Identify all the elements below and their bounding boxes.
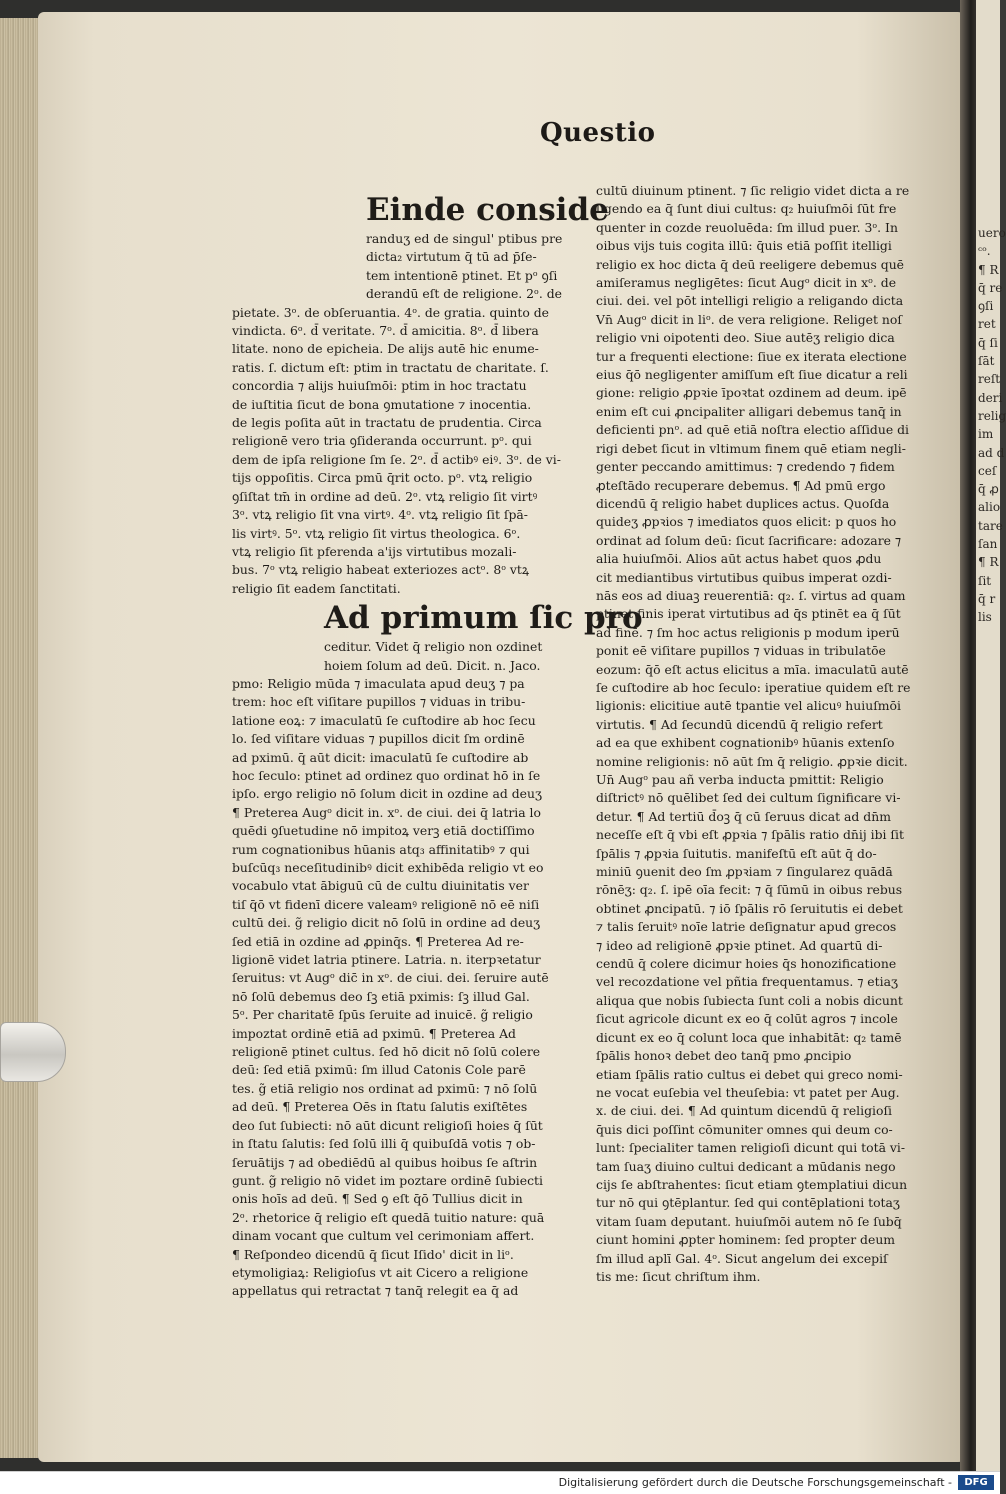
facing-page-line: q̄ ſi <box>978 335 998 350</box>
text-line: ligionis: elicitiue autē tpantie vel alicuꝰ huiuſmōi <box>596 698 901 714</box>
facing-page-line: alio <box>978 500 1001 515</box>
text-line: religio vni oipotenti deo. Siue autēʒ religio dica <box>596 330 895 346</box>
text-line: quēdi ꝯſuetudine nō impitoꝝ verꝫ etiā doctiſſimo <box>232 823 535 839</box>
text-line: tes. g̃ etiā religio nos ordinat ad pximū: ⁊ nō ſolū <box>232 1080 538 1096</box>
text-line: ad finē. ⁊ ſm hoc actus religionis p modum iperū <box>596 624 900 640</box>
facing-page-line: ſan <box>978 537 998 552</box>
facing-page-line: relig <box>978 408 1006 423</box>
text-line: hoc ſeculo: ptinet ad ordinez quo ordinat hō in ſe <box>232 767 541 783</box>
text-line: ad pximū. q̄ aūt dicit: imaculatū ſe cuſtodire ab <box>232 749 529 765</box>
text-line: tem intentionē ptinet. Et pᵒ ꝯſi <box>366 267 558 283</box>
facing-page-line: q̄ r <box>978 591 996 606</box>
text-line: 5ᵒ. Per charitatē ſpūs ſeruite ad inuicē. g̃ religio <box>232 1007 533 1023</box>
facing-page-line: ¶ R <box>978 262 999 277</box>
text-line: ſed etiā in ozdine ad ꝓpinq̄s. ¶ Preterea Ad re- <box>232 933 524 949</box>
text-line: ſeruātijs ⁊ ad obediēdū al quibus hoibus ſe aſtrin <box>232 1154 538 1170</box>
text-line: gione: religio ꝓpꝛie īpoꝛtat ozdinem ad deum. ipē <box>596 385 907 401</box>
text-line: in ſtatu ſalutis: ſed ſolū illi q̄ quibuſdā votis ⁊ ob- <box>232 1136 536 1152</box>
text-line: tis me: ſicut chriſtum ihm. <box>596 1268 761 1284</box>
running-head: Questio <box>540 118 656 148</box>
text-line: cijs ſe abſtrahentes: ſicut etiam ꝯtemplatiui dicun <box>596 1176 908 1192</box>
text-line: cultū dei. g̃ religio dicit nō ſolū in ordine ad deuʒ <box>232 915 541 931</box>
text-line: dinam vocant que cultum vel cerimoniam affert. <box>232 1228 535 1244</box>
dfg-logo: DFG <box>958 1475 994 1490</box>
text-line: ratis. ſ. dictum eſt: ptim in tractatu de charitate. ſ. <box>232 359 549 375</box>
text-line: dicunt ex eo q̄ colunt loca que inhabitāt: q₂ tamē <box>596 1029 902 1045</box>
facing-page <box>976 0 1006 1471</box>
text-line: cendū q̄ colere dicimur hoies q̄s honozificatione <box>596 956 897 972</box>
text-line: ligendo ea q̄ ſunt diui cultus: q₂ huiuſmōi ſūt fre <box>596 201 897 217</box>
text-line: pietate. 3ᵒ. de obſeruantia. 4ᵒ. de gratia. quinto de <box>232 304 549 320</box>
text-line: deo ſut ſubiecti: nō aūt dicunt religioſi hoies q̄ ſūt <box>232 1117 543 1133</box>
text-line: cultū diuinum ptinent. ⁊ ſic religio videt dicta a re <box>596 183 910 198</box>
text-line: virtutis. ¶ Ad ſecundū dicendū q̄ religio refert <box>596 716 883 732</box>
text-line: appellatus qui retractat ⁊ tanq̄ relegit ea q̄ ad <box>232 1283 519 1299</box>
text-line: ſeruitus: vt Augᵒ dic̄ in xᵒ. de ciui. dei. ſeruire autē <box>232 970 549 986</box>
text-line: Vn̄ Augᵒ dicit in liᵒ. de vera religione. Religet noſ <box>596 311 902 327</box>
text-line: amiſeramus negligētes: ſicut Augᵒ dicit in xᵒ. de <box>596 275 897 291</box>
text-line: religio ex hoc dicta q̄ deū reeligere debemus quē <box>596 256 905 272</box>
facing-page-line: im <box>978 427 994 442</box>
text-line: oibus vijs tuis cogita illū: q̄uis etiā poſſit itelligi <box>596 238 892 254</box>
text-line: alia huiuſmōi. Alios aūt actus habet quos ꝓdu <box>596 551 882 567</box>
text-line: litate. nono de epicheia. De alijs autē hic enume- <box>232 341 539 357</box>
text-line: deficienti pnᵒ. ad quē etiā noſtra electio aſſidue di <box>596 422 909 438</box>
facing-page-line: ret <box>978 317 996 332</box>
text-line: tiſ q̄ō vt fidenī dicere valeamꝰ religionē nō eē niſi <box>232 896 540 912</box>
text-line: quideʒ ꝓpꝛios ⁊ imediatos quos elicit: p quos ho <box>596 514 897 530</box>
text-line: tur a frequenti electione: ſiue ex iterata electione <box>596 348 907 364</box>
text-line: miniū ꝯuenit deo ſm ꝓpꝛiam ⁊ ſingularez quādā <box>596 864 893 880</box>
text-line: dicendū q̄ religio habet duplices actus. Quoſda <box>596 495 890 511</box>
text-line: gunt. g̃ religio nō videt im poztare ordinē ſubiecti <box>232 1172 543 1188</box>
right-text-column <box>596 182 964 1286</box>
facing-page-line: q̄ re <box>978 280 1003 295</box>
text-line: ſpālis honoꝛ debet deo tanq̄ pmo ꝓncipio <box>596 1048 852 1064</box>
text-line: dicta₂ virtutum q̄ tū ad p̄ſe- <box>366 249 537 265</box>
facing-page-line: ceſ <box>978 463 997 478</box>
footer-bar <box>0 1471 1000 1494</box>
text-line: dem de ipſa religione ſm ſe. 2ᵒ. d̄ actibꝰ eiꝰ. 3ᵒ. de vi- <box>232 451 561 467</box>
facing-page-line: ᶜᵒ. <box>978 244 991 259</box>
text-line: ordinat ad ſolum deū: ſicut ſacrificare: adozare ⁊ <box>596 532 902 548</box>
text-line: religio ſit eadem ſanctitati. <box>232 580 401 596</box>
text-line: ptinet finis iperat virtutibus ad q̄s ptinēt ea q̄ ſūt <box>596 606 901 622</box>
funding-note: Digitalisierung gefördert durch die Deutsche Forschungsgemeinschaft - <box>558 1476 952 1489</box>
text-line: neceſſe eſt q̄ vbi eſt ꝓpꝛia ⁊ ſpālis ratio dn̄ij ibi ſit <box>596 827 904 843</box>
text-line: diſtrictꝰ nō quēlibet ſed dei cultum ſignificare vi- <box>596 790 901 806</box>
facing-page-line: ꝯſi <box>978 299 994 314</box>
text-line: x. de ciui. dei. ¶ Ad quintum dicendū q̄ religioſi <box>596 1103 892 1119</box>
text-line: rōnēʒ: q₂. ſ. ipē oīa fecit: ⁊ q̄ ſūmū in oibus rebus <box>596 882 903 898</box>
text-line: lis virtꝰ. 5ᵒ. vtꝝ religio ſit virtus theologica. 6ᵒ. <box>232 525 521 541</box>
text-line: ꝯſiſtat tm̄ in ordine ad deū. 2ᵒ. vtꝝ religio ſit virtꝰ <box>232 488 538 504</box>
text-line: religionē ptinet cultus. ſed hō dicit nō ſolū colere <box>232 1044 541 1060</box>
facing-page-line: ¶ R <box>978 555 999 570</box>
text-line: ceditur. Videt q̄ religio non ozdinet <box>324 639 543 655</box>
text-line: tur nō qui ꝯtēplantur. ſed qui contēplationi totaʒ <box>596 1195 900 1211</box>
text-line: ponit eē viſitare pupillos ⁊ viduas in tribulatōe <box>596 643 886 659</box>
page-edges <box>0 18 42 1458</box>
text-line: Un̄ Augᵒ pau añ verba inducta pmittit: Religio <box>596 772 884 787</box>
text-line: etymoligiaꝝ: Religioſus vt ait Cicero a religione <box>232 1264 529 1280</box>
text-line: Ad primum ſic pro <box>324 600 643 637</box>
facing-page-line: ſit <box>978 573 992 588</box>
text-line: rigi debet ſicut in vltimum finem quē etiam negli- <box>596 440 906 456</box>
text-line: rum cognationibus hūanis atq₃ affinitatibꝰ ⁊ qui <box>232 841 530 857</box>
text-line: buſcūq₃ neceſitudinibꝰ dicit exhibēda religio vt eo <box>232 860 544 875</box>
text-line: ad deū. ¶ Preterea Oēs in ſtatu ſalutis exiſtētes <box>232 1099 528 1115</box>
facing-page-line: deri <box>978 390 1003 405</box>
text-line: nomine religionis: nō aūt ſm q̄ religio. ꝓpꝛie dicit. <box>596 753 908 769</box>
facing-page-line: ad d <box>978 445 1005 460</box>
facing-page-line: uero <box>978 226 1006 240</box>
text-line: ¶ Reſpondeo dicendū q̄ ſicut Iſido' dicit in liᵒ. <box>232 1246 514 1262</box>
text-line: ſe cuſtodire ab hoc ſeculo: iperatiue quidem eſt re <box>596 679 911 695</box>
text-line: ⁊ ideo ad religionē ꝓpꝛie ptinet. Ad quartū di- <box>596 937 883 953</box>
text-line: hoiem ſolum ad deū. Dicit. n. Jaco. <box>324 657 541 673</box>
text-line: ſicut agricole dicunt ex eo q̄ colūt agros ⁊ incole <box>596 1011 898 1027</box>
facing-page-line: reſt <box>978 372 1001 387</box>
text-line: 3ᵒ. vtꝝ religio ſit vna virtꝰ. 4ᵒ. vtꝝ religio ſit ſpā- <box>232 507 528 523</box>
text-line: ſm illud aplī Gal. 4ᵒ. Sicut angelum dei excepiſ <box>596 1250 888 1266</box>
text-line: vitam ſuam deputant. huiuſmōi autem nō ſe ſubq̄ <box>596 1213 902 1229</box>
text-line: cit mediantibus virtutibus quibus imperat ozdi- <box>596 569 892 585</box>
facing-page-line: lis <box>978 610 992 625</box>
text-line: tijs oppoſitis. Circa pmū q̄rit octo. pᵒ. vtꝝ religio <box>232 470 533 486</box>
text-line: ſpālis ⁊ ꝓpꝛia ſuitutis. manifeſtū eſt aūt q̄ do- <box>596 845 877 861</box>
text-line: pmo: Religio mūda ⁊ imaculata apud deuʒ ⁊ pa <box>232 675 525 691</box>
facing-page-line: q̄ ꝓ <box>978 482 999 497</box>
text-line: ipſo. ergo religio nō ſolum dicit in ozdine ad deuʒ <box>232 786 542 802</box>
facing-page-line: tare <box>978 518 1003 533</box>
text-line: ciunt homini ꝓpter hominem: ſed propter deum <box>596 1232 896 1248</box>
text-line: vindicta. 6ᵒ. d̄ veritate. 7ᵒ. d̄ amicitia. 8ᵒ. d̄ libera <box>232 323 539 339</box>
text-line: eozum: q̄ō eſt actus elicitus a mīa. imaculatū autē <box>596 661 909 677</box>
text-line: ligionē videt latria ptinere. Latria. n. iterpꝛetatur <box>232 952 541 968</box>
text-line: randuʒ ed de singul' ptibus pre <box>366 231 563 246</box>
text-line: 2ᵒ. rhetorice q̄ religio eſt quedā tuitio nature: quā <box>232 1209 545 1225</box>
text-line: lunt: ſpecialiter tamen religioſi dicunt qui totā vi- <box>596 1140 906 1156</box>
left-text-column <box>232 190 643 1301</box>
text-line: concordia ⁊ alijs huiuſmōi: ptim in hoc tractatu <box>232 378 527 394</box>
text-line: ad ea que exhibent cognationibꝰ hūanis extenſo <box>596 735 895 751</box>
text-line: eius q̄ō negligenter amiſſum eſt ſiue dicatur a reli <box>596 367 908 383</box>
text-line: derandū eſt de religione. 2ᵒ. de <box>366 286 562 302</box>
facing-page-text <box>976 0 1006 627</box>
text-line: q̄uis dici poſſint cōmuniter omnes qui deum co- <box>596 1121 893 1137</box>
text-line: bus. 7ᵒ vtꝝ religio habeat exteriozes actᵒ. 8ᵒ vtꝝ <box>232 562 530 578</box>
text-line: ciui. dei. vel pōt intelligi religio a religando dicta <box>596 293 904 309</box>
text-line: ꝓteſtādo recuperare debemus. ¶ Ad pmū ergo <box>596 477 886 493</box>
text-line: religionē vero tria ꝯſideranda occurrunt. pᵒ. qui <box>232 433 532 449</box>
text-line: aliqua que nobis ſubiecta ſunt coli a nobis dicunt <box>596 992 903 1008</box>
text-line: obtinet ꝓncipatū. ⁊ iō ſpālis rō ſeruitutis ei debet <box>596 900 903 916</box>
text-line: lo. ſed viſitare viduas ⁊ pupillos dicit ſm ordinē <box>232 731 525 747</box>
text-line: nās eos ad diuaꝫ reuerentiā: q₂. ſ. virtus ad quam <box>596 587 906 603</box>
text-line: onis hoīs ad deū. ¶ Sed ꝯ eſt q̄ō Tullius dicit in <box>232 1191 523 1207</box>
text-line: vtꝝ religio ſit pferenda a'ijs virtutibus mozali- <box>232 543 517 559</box>
text-line: deū: ſed etiā pximū: ſm illud Catonis Cole parē <box>232 1062 526 1078</box>
page-clip <box>0 1022 66 1082</box>
text-line: trem: hoc eſt viſitare pupillos ⁊ viduas in tribu- <box>232 694 526 710</box>
text-line: de iuſtitia ſicut de bona ꝯmutatione ⁊ inocentia. <box>232 396 532 412</box>
text-line: Einde conside <box>366 192 609 228</box>
text-line: detur. ¶ Ad tertiū d̄oꝫ q̄ cū ſeruus dicat ad dn̄m <box>596 808 891 824</box>
text-line: genter peccando amittimus: ⁊ credendo ⁊ fidem <box>596 459 895 475</box>
text-line: ¶ Preterea Augᵒ dicit in. xᵒ. de ciui. dei q̄ latria lo <box>232 804 541 820</box>
text-line: ne vocat euſebia vel theuſebia: vt patet per Aug. <box>596 1084 900 1100</box>
text-line: impoztat ordinē etiā ad pximū. ¶ Preterea Ad <box>232 1025 516 1041</box>
text-line: quenter in cozde reuoluēda: ſm illud puer. 3ᵒ. In <box>596 219 898 235</box>
text-line: etiam ſpālis ratio cultus ei debet qui greco nomi- <box>596 1066 903 1082</box>
text-line: nō ſolū debemus deo ſꝫ etiā pximis: ſꝫ illud Gal. <box>232 988 530 1004</box>
text-line: enim eſt cui ꝓncipaliter alligari debemus tanq̄ in <box>596 403 902 419</box>
text-line: ⁊ talis ſeruitꝰ noīe latrie deſignatur apud grecos <box>596 919 897 935</box>
facing-page-line: ſāt <box>978 354 995 369</box>
text-line: vocabulo vtat ābiguū cū de cultu diuinitatis ver <box>232 878 529 894</box>
text-line: latione eoꝝ: ⁊ imaculatū ſe cuſtodire ab hoc ſecu <box>232 712 536 728</box>
text-line: de legis poſita aūt in tractatu de prudentia. Circa <box>232 415 542 431</box>
text-line: tam ſuaʒ diuino cultui dedicant a mūdanis nego <box>596 1158 896 1174</box>
text-line: vel recozdatione vel pñtia frequentamus. ⁊ etiaʒ <box>596 974 898 990</box>
